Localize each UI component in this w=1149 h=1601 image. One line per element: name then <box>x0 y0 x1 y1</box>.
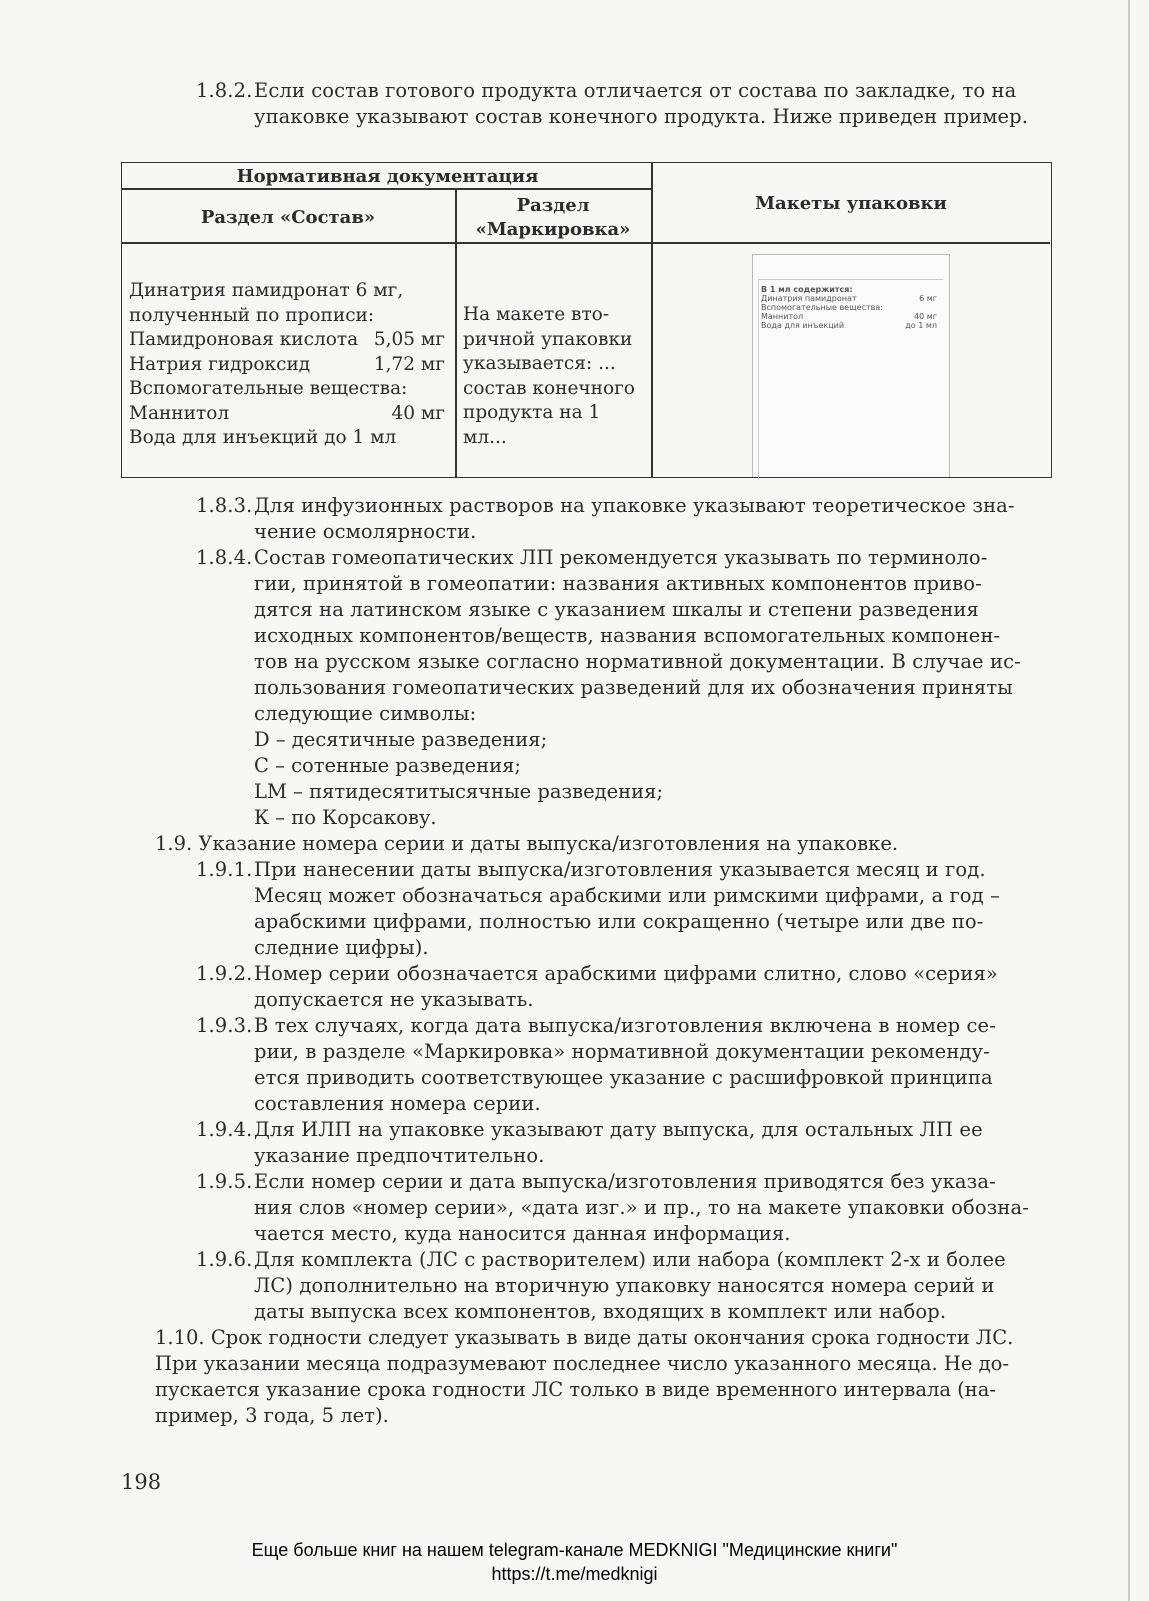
mark-line: ричной упаковки <box>463 328 633 350</box>
paragraph-line: допускается не указывать. <box>254 988 534 1011</box>
mockup-heading: В 1 мл содержится: <box>761 285 853 294</box>
paragraph-number: 1.9.3. <box>196 1014 253 1037</box>
table-header-mark-line: «Маркировка» <box>475 219 631 240</box>
paragraph-line: При нанесении даты выпуска/изготовления указывается месяц и год. <box>254 858 986 881</box>
mockup-left: Динатрия памидронат <box>761 294 857 303</box>
sostav-left: Памидроновая кислота <box>129 329 359 350</box>
sostav-row <box>129 402 445 427</box>
paragraph-1-8-2 <box>196 78 1030 130</box>
mark-line: состав конечного <box>463 377 635 399</box>
mockup-right: 40 мг <box>914 312 937 321</box>
package-mockup-text <box>761 285 937 330</box>
paragraph-line: пользования гомеопатических разведений для их обозначения приняты <box>254 676 1013 699</box>
paragraph-line: рии, в разделе «Маркировка» нормативной документации рекоменду- <box>254 1040 990 1063</box>
section-heading-1-9: 1.9. Указание номера серии и даты выпуска/изготовления на упаковке. <box>155 832 899 855</box>
mockup-left: Маннитол <box>761 312 804 321</box>
sostav-row <box>129 377 445 402</box>
mark-line: продукта на 1 мл... <box>463 402 601 448</box>
paragraph-number: 1.9.6. <box>196 1248 253 1271</box>
sostav-row <box>129 279 445 304</box>
paragraph-number: 1.9.2. <box>196 962 253 985</box>
paragraph-number: 1.9.5. <box>196 1170 253 1193</box>
paragraph-line: даты выпуска всех компонентов, входящих в комплект или набор. <box>254 1300 947 1323</box>
paragraph-line: дятся на латинском языке с указанием шкалы и степени разведения <box>254 598 979 621</box>
symbol-line: К – по Корсакову. <box>254 806 437 829</box>
paragraph-line: указание предпочтительно. <box>254 1144 545 1167</box>
paragraph-line: исходных компонентов/веществ, названия вспомогательных компонен- <box>254 624 1001 647</box>
mark-cell <box>463 303 649 450</box>
paragraph-line: Состав гомеопатических ЛП рекомендуется указывать по терминоло- <box>254 546 988 569</box>
paragraph-1-9-5 <box>196 1169 1030 1247</box>
paragraph-line: Для инфузионных растворов на упаковке указывают теоретическое зна- <box>254 494 1015 517</box>
table-header-maket: Макеты упаковки <box>755 193 947 214</box>
sostav-row <box>129 304 445 329</box>
sostav-left: Маннитол <box>129 402 230 424</box>
paragraph-line: пример, 3 года, 5 лет). <box>155 1404 389 1427</box>
sostav-right: 5,05 мг <box>373 329 445 350</box>
paragraph-line: следующие символы: <box>254 702 477 725</box>
sostav-right: 1,72 мг <box>373 353 445 375</box>
paragraph-line: ется приводить соответствующее указание с расшифровкой принципа <box>254 1066 993 1089</box>
paragraph-line: Месяц может обозначаться арабскими или римскими цифрами, а год – <box>254 884 1000 907</box>
paragraph-line: следние цифры). <box>254 936 429 959</box>
mockup-row <box>761 312 937 321</box>
paragraph-line: чается место, куда наносится данная информация. <box>254 1222 791 1245</box>
sostav-row <box>129 328 445 353</box>
footer-line: Еще больше книг на нашем telegram-канале MEDKNIGI "Медицинские книги" <box>251 1540 898 1560</box>
table-header-mark <box>455 194 651 242</box>
paragraph-1-9-4 <box>196 1117 1030 1169</box>
symbol-line: С – сотенные разведения; <box>254 754 521 777</box>
paragraph-line: составления номера серии. <box>254 1092 541 1115</box>
mockup-left: Вспомогательные вещества: <box>761 303 883 312</box>
sostav-row <box>129 426 445 451</box>
paragraph-line: гии, принятой в гомеопатии: названия активных компонентов приво- <box>254 572 982 595</box>
paragraph-1-9-1 <box>196 857 1030 961</box>
paragraph-1-8-3 <box>196 493 1030 545</box>
paragraph-line: чение осмолярности. <box>254 520 477 543</box>
footer-promo <box>0 1538 1149 1586</box>
paragraph-line: Если номер серии и дата выпуска/изготовления приводятся без указа- <box>254 1170 996 1193</box>
paragraph-1-10 <box>155 1325 1030 1429</box>
paragraph-line: 1.10. Срок годности следует указывать в виде даты окончания срока годности ЛС. <box>155 1326 1014 1349</box>
table-header-nd: Нормативная документация <box>236 166 539 187</box>
paragraph-line: Если состав готового продукта отличается от состава по закладке, то на <box>254 79 1017 102</box>
paragraph-line: Номер серии обозначается арабскими цифрами слитно, слово «серия» <box>254 962 998 985</box>
symbol-line: LM – пятидесятитысячные разведения; <box>254 780 664 803</box>
symbol-line: D – десятичные разведения; <box>254 728 548 751</box>
paragraph-1-8-4 <box>196 545 1030 727</box>
table-header-sostav: Раздел «Состав» <box>200 207 376 228</box>
mockup-right: до 1 мл <box>905 321 937 330</box>
mark-line: На макете вто- <box>463 304 610 325</box>
table-header-mark-line: Раздел <box>516 195 590 216</box>
mark-line: указывается: ... <box>463 353 616 374</box>
paragraph-number: 1.8.4. <box>196 546 253 569</box>
paragraph-line: При указании месяца подразумевают последнее число указанного месяца. Не до- <box>155 1352 1009 1375</box>
footer-link[interactable]: https://t.me/medknigi <box>491 1564 658 1584</box>
paragraph-1-9-2 <box>196 961 1030 1013</box>
paragraph-line: В тех случаях, когда дата выпуска/изготовления включена в номер се- <box>254 1014 996 1037</box>
paragraph-number: 1.8.3. <box>196 494 253 517</box>
mockup-row <box>761 321 937 330</box>
mockup-row <box>761 294 937 303</box>
sostav-right: 40 мг <box>391 402 445 424</box>
sostav-left: полученный по прописи: <box>129 304 375 326</box>
paragraph-line: Для ИЛП на упаковке указывают дату выпуска, для остальных ЛП ее <box>254 1118 983 1141</box>
paragraph-number: 1.8.2. <box>196 79 253 102</box>
paragraph-1-9-3 <box>196 1013 1030 1117</box>
paragraph-1-9-6 <box>196 1247 1030 1325</box>
sostav-left: Вспомогательные вещества: <box>129 378 408 399</box>
mockup-left: Вода для инъекций <box>761 321 845 330</box>
page-number: 198 <box>121 1470 162 1494</box>
paragraph-line: упаковке указывают состав конечного продукта. Ниже приведен пример. <box>254 105 1029 128</box>
paragraph-line: ЛС) дополнительно на вторичную упаковку наносятся номера серий и <box>254 1274 995 1297</box>
paragraph-line: арабскими цифрами, полностью или сокращенно (четыре или две по- <box>254 910 984 933</box>
paragraph-line: тов на русском языке согласно нормативной документации. В случае ис- <box>254 650 1021 673</box>
paragraph-line: Для комплекта (ЛС с растворителем) или набора (комплект 2-х и более <box>254 1248 1006 1271</box>
mockup-right: 6 мг <box>919 294 937 303</box>
paragraph-line: ния слов «номер серии», «дата изг.» и пр., то на макете упаковки обозна- <box>254 1196 1029 1219</box>
page-edge-line <box>1128 0 1130 1601</box>
sostav-left: Вода для инъекций до 1 мл <box>129 427 397 448</box>
sostav-cell <box>129 279 445 451</box>
mockup-row <box>761 303 937 312</box>
sostav-left: Натрия гидроксид <box>129 353 311 375</box>
paragraph-line: пускается указание срока годности ЛС только в виде временного интервала (на- <box>155 1378 996 1401</box>
paragraph-number: 1.9.1. <box>196 858 253 881</box>
sostav-left: Динатрия памидронат 6 мг, <box>129 280 404 301</box>
sostav-row <box>129 353 445 378</box>
paragraph-number: 1.9.4. <box>196 1118 253 1141</box>
